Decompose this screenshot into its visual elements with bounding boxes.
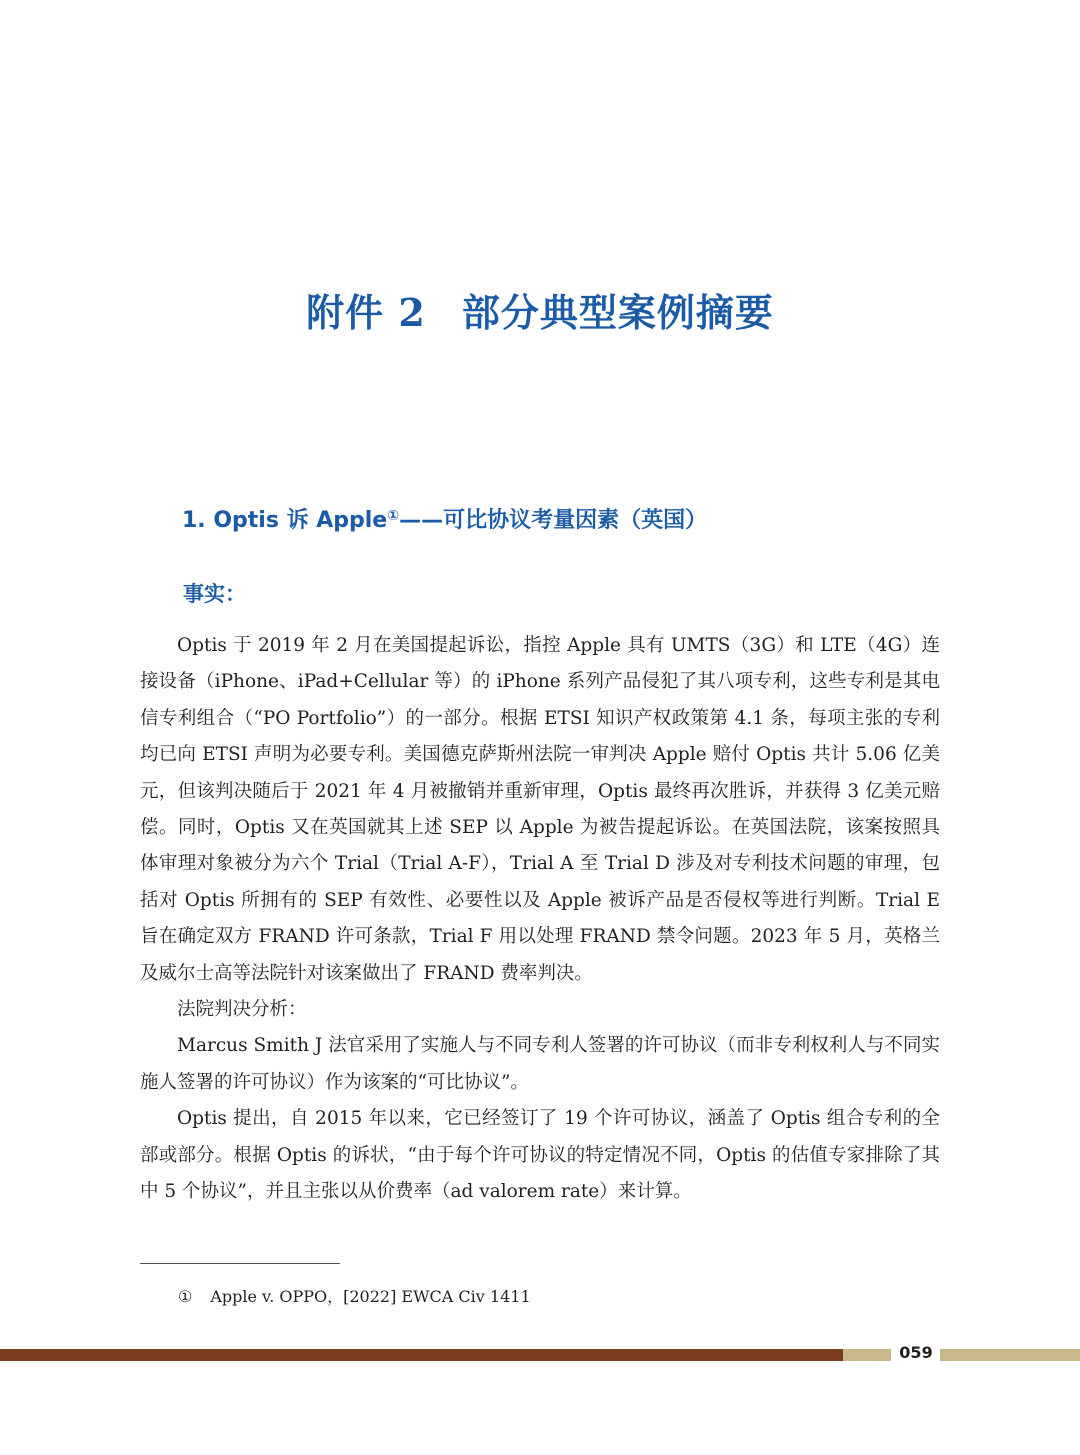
paragraph-comparable-agreements: Marcus Smith J 法官采用了实施人与不同专利人签署的许可协议（而非专利权利人与不同实施人签署的许可协议）作为该案的“可比协议”。 — [140, 1035, 940, 1093]
footnote-divider — [140, 1263, 340, 1264]
section-heading-main: 1. Optis 诉 Apple — [182, 508, 388, 533]
section-heading — [182, 503, 962, 534]
appendix-label: 附件 2 — [306, 290, 426, 335]
page-number: 059 — [899, 1343, 933, 1362]
appendix-title-text: 部分典型案例摘要 — [461, 290, 774, 335]
footnote — [178, 1284, 531, 1307]
appendix-title — [0, 282, 1080, 337]
footer-bar-tan-right — [940, 1349, 1080, 1361]
footer-bar-tan-left — [843, 1349, 891, 1361]
footnote-mark: ① — [178, 1287, 193, 1306]
paragraph-optis-licenses: Optis 提出，自 2015 年以来，它已经签订了 19 个许可协议，涵盖了 Optis 组合专利的全部或部分。根据 Optis 的诉状，“由于每个许可协议的特定情况不同，Optis 的估值专家排除了其中 5 个协议”，并且主张以从价费率（ad valorem rate）来计算。 — [140, 1108, 940, 1203]
paragraph-analysis-label: 法院判决分析： — [177, 999, 307, 1021]
paragraph-facts: Optis 于 2019 年 2 月在美国提起诉讼，指控 Apple 具有 UMTS（3G）和 LTE（4G）连接设备（iPhone、iPad+Cellular 等）的 iPhone 系列产品侵犯了其八项专利，这些专利是其电信专利组合（“PO Portfolio”）的一部分。根据 ETSI 知识产权政策第 4.1 条，每项主张的专利均已向 ETSI 声明为必要专利。美国德克萨斯州法院一审判决 Apple 赔付 Optis 共计 5.06 亿美元，但该判决随后于 2021 年 4 月被撤销并重新审理，Optis 最终再次胜诉，并获得 3 亿美元赔偿。同时，Optis 又在英国就其上述 SEP 以 Apple 为被告提起诉讼。在英国法院，该案按照具体审理对象被分为六个 Trial（Trial A-F），Trial A 至 Trial D 涉及对专利技术问题的审理，包括对 Optis 所拥有的 SEP 有效性、必要性以及 Apple 被诉产品是否侵权等进行判断。Trial E 旨在确定双方 FRAND 许可条款，Trial F 用以处理 FRAND 禁令问题。2023 年 5 月，英格兰及威尔士高等法院针对该案做出了 FRAND 费率判决。 — [140, 635, 940, 984]
facts-heading: 事实： — [183, 582, 246, 606]
body-text — [140, 628, 940, 1211]
section-heading-rest: ——可比协议考量因素（英国） — [399, 508, 708, 533]
footnote-ref[interactable]: ① — [387, 508, 400, 524]
footnote-text: Apple v. OPPO，[2022] EWCA Civ 1411 — [210, 1287, 531, 1306]
footer-bar-brown — [0, 1349, 843, 1361]
